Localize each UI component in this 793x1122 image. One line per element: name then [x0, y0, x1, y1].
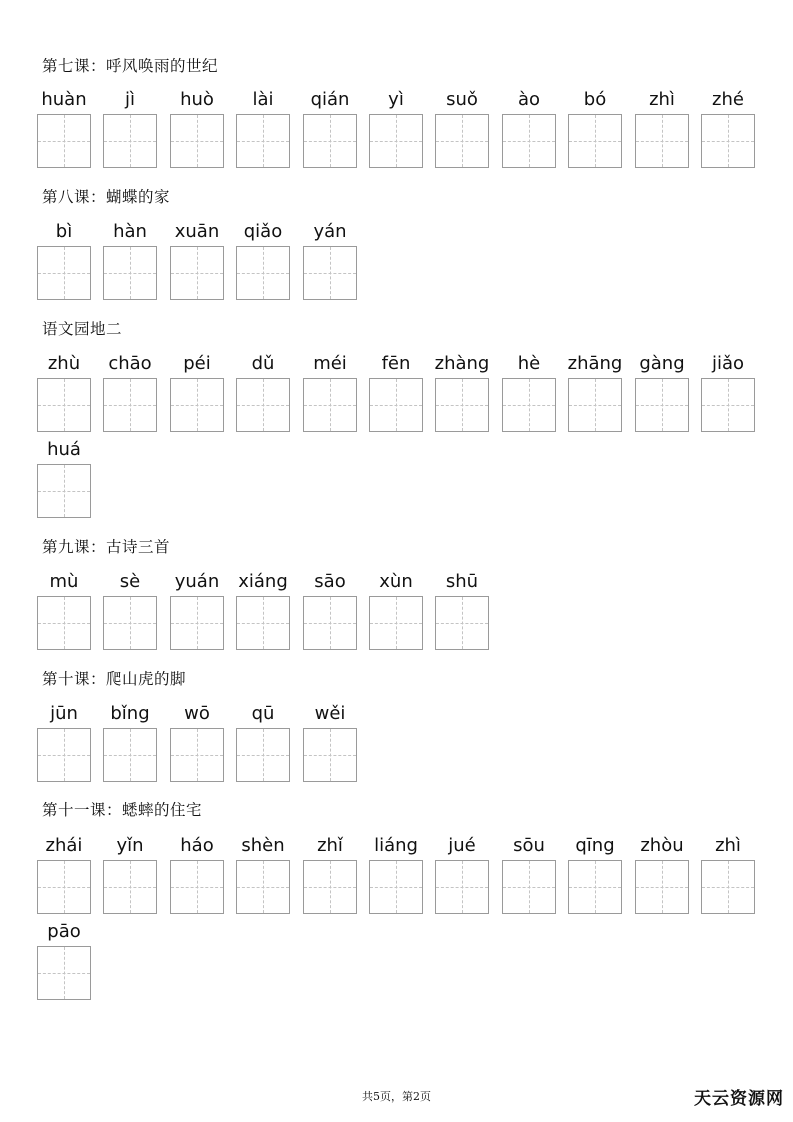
- tianzige-writing-box[interactable]: [435, 114, 489, 168]
- tianzige-writing-box[interactable]: [170, 246, 224, 300]
- pinyin-label: zhé: [712, 89, 744, 110]
- character-cell: [170, 702, 224, 798]
- pinyin-label: xuān: [174, 221, 220, 242]
- tianzige-writing-box[interactable]: [37, 246, 91, 300]
- pinyin-label: jūn: [50, 703, 78, 724]
- tianzige-writing-box[interactable]: [236, 860, 290, 914]
- tianzige-writing-box[interactable]: [303, 378, 357, 432]
- character-cell: [236, 834, 290, 930]
- tianzige-writing-box[interactable]: [303, 728, 357, 782]
- tianzige-writing-box[interactable]: [103, 596, 157, 650]
- pinyin-label: huá: [47, 439, 81, 460]
- writing-row: [37, 88, 767, 184]
- tianzige-writing-box[interactable]: [369, 860, 423, 914]
- pinyin-label: qiǎo: [243, 221, 283, 242]
- pinyin-label: wěi: [314, 703, 346, 724]
- character-cell: [236, 702, 290, 798]
- tianzige-writing-box[interactable]: [568, 378, 622, 432]
- character-cell: [170, 570, 224, 666]
- character-cell: [37, 834, 91, 930]
- tianzige-writing-box[interactable]: [103, 378, 157, 432]
- character-cell: [369, 352, 423, 448]
- tianzige-writing-box[interactable]: [103, 114, 157, 168]
- character-cell: [37, 438, 91, 534]
- page-footer: 共5页，第2页: [362, 1090, 431, 1103]
- character-cell: [37, 352, 91, 448]
- character-cell: [103, 834, 157, 930]
- pinyin-label: jì: [124, 89, 135, 110]
- pinyin-label: bì: [55, 221, 73, 242]
- pinyin-label: zhái: [45, 835, 83, 856]
- tianzige-writing-box[interactable]: [37, 378, 91, 432]
- writing-row: [37, 220, 767, 316]
- tianzige-writing-box[interactable]: [170, 728, 224, 782]
- tianzige-writing-box[interactable]: [369, 378, 423, 432]
- pinyin-label: qīng: [575, 835, 615, 856]
- pinyin-label: hè: [517, 353, 541, 374]
- character-cell: [103, 702, 157, 798]
- character-cell: [502, 834, 556, 930]
- tianzige-writing-box[interactable]: [303, 860, 357, 914]
- tianzige-writing-box[interactable]: [369, 596, 423, 650]
- pinyin-label: zhàng: [434, 353, 490, 374]
- pinyin-label: fēn: [381, 353, 411, 374]
- tianzige-writing-box[interactable]: [701, 860, 755, 914]
- character-cell: [701, 88, 755, 184]
- writing-row: [37, 834, 767, 930]
- character-cell: [303, 88, 357, 184]
- pinyin-label: huò: [180, 89, 214, 110]
- pinyin-label: yǐn: [116, 835, 144, 856]
- tianzige-writing-box[interactable]: [37, 114, 91, 168]
- character-cell: [170, 352, 224, 448]
- tianzige-writing-box[interactable]: [37, 728, 91, 782]
- pinyin-label: zhǐ: [317, 835, 343, 856]
- tianzige-writing-box[interactable]: [37, 946, 91, 1000]
- section-title: 语文园地二: [42, 320, 123, 338]
- pinyin-label: shèn: [241, 835, 285, 856]
- tianzige-writing-box[interactable]: [701, 378, 755, 432]
- tianzige-writing-box[interactable]: [236, 728, 290, 782]
- tianzige-writing-box[interactable]: [37, 596, 91, 650]
- character-cell: [103, 88, 157, 184]
- character-cell: [236, 570, 290, 666]
- tianzige-writing-box[interactable]: [170, 378, 224, 432]
- pinyin-label: gàng: [639, 353, 685, 374]
- character-cell: [635, 834, 689, 930]
- character-cell: [236, 220, 290, 316]
- character-cell: [435, 88, 489, 184]
- tianzige-writing-box[interactable]: [435, 860, 489, 914]
- character-cell: [568, 834, 622, 930]
- tianzige-writing-box[interactable]: [170, 860, 224, 914]
- character-cell: [37, 220, 91, 316]
- character-cell: [37, 88, 91, 184]
- character-cell: [103, 352, 157, 448]
- character-cell: [369, 88, 423, 184]
- tianzige-writing-box[interactable]: [236, 596, 290, 650]
- character-cell: [303, 702, 357, 798]
- character-cell: [236, 352, 290, 448]
- pinyin-label: bó: [583, 89, 607, 110]
- tianzige-writing-box[interactable]: [37, 464, 91, 518]
- tianzige-writing-box[interactable]: [701, 114, 755, 168]
- character-cell: [37, 570, 91, 666]
- pinyin-label: shū: [445, 571, 479, 592]
- writing-row: [37, 352, 767, 448]
- tianzige-writing-box[interactable]: [435, 596, 489, 650]
- character-cell: [369, 570, 423, 666]
- character-cell: [303, 834, 357, 930]
- character-cell: [103, 570, 157, 666]
- character-cell: [435, 352, 489, 448]
- pinyin-label: yuán: [174, 571, 220, 592]
- tianzige-writing-box[interactable]: [37, 860, 91, 914]
- tianzige-writing-box[interactable]: [103, 728, 157, 782]
- pinyin-label: hàn: [113, 221, 147, 242]
- character-cell: [635, 352, 689, 448]
- section-title: 第十课：爬山虎的脚: [42, 670, 187, 688]
- pinyin-label: suǒ: [446, 89, 478, 110]
- tianzige-writing-box[interactable]: [635, 378, 689, 432]
- writing-row: [37, 438, 767, 534]
- character-cell: [303, 570, 357, 666]
- pinyin-label: zhù: [47, 353, 81, 374]
- pinyin-label: pāo: [47, 921, 81, 942]
- character-cell: [502, 88, 556, 184]
- tianzige-writing-box[interactable]: [369, 114, 423, 168]
- character-cell: [568, 88, 622, 184]
- tianzige-writing-box[interactable]: [568, 860, 622, 914]
- writing-row: [37, 702, 767, 798]
- tianzige-writing-box[interactable]: [303, 114, 357, 168]
- section-title: 第七课：呼风唤雨的世纪: [42, 57, 219, 75]
- tianzige-writing-box[interactable]: [236, 114, 290, 168]
- pinyin-label: péi: [183, 353, 211, 374]
- pinyin-label: sāo: [314, 571, 346, 592]
- section-title: 第十一课：蟋蟀的住宅: [42, 801, 203, 819]
- character-cell: [635, 88, 689, 184]
- pinyin-label: xiáng: [238, 571, 288, 592]
- tianzige-writing-box[interactable]: [568, 114, 622, 168]
- pinyin-label: zhì: [649, 89, 675, 110]
- tianzige-writing-box[interactable]: [502, 378, 556, 432]
- character-cell: [170, 220, 224, 316]
- tianzige-writing-box[interactable]: [303, 246, 357, 300]
- character-cell: [303, 352, 357, 448]
- pinyin-label: chāo: [108, 353, 152, 374]
- character-cell: [701, 834, 755, 930]
- pinyin-label: ào: [517, 89, 541, 110]
- tianzige-writing-box[interactable]: [303, 596, 357, 650]
- pinyin-label: yán: [313, 221, 347, 242]
- section-title: 第九课：古诗三首: [42, 538, 171, 556]
- character-cell: [37, 920, 91, 1016]
- character-cell: [435, 834, 489, 930]
- character-cell: [37, 702, 91, 798]
- pinyin-label: lài: [252, 89, 274, 110]
- character-cell: [502, 352, 556, 448]
- writing-row: [37, 570, 767, 666]
- pinyin-label: qián: [310, 89, 350, 110]
- character-cell: [701, 352, 755, 448]
- pinyin-label: méi: [313, 353, 347, 374]
- tianzige-writing-box[interactable]: [635, 860, 689, 914]
- pinyin-label: qū: [251, 703, 275, 724]
- character-cell: [435, 570, 489, 666]
- pinyin-label: dǔ: [251, 353, 275, 374]
- pinyin-label: sōu: [513, 835, 545, 856]
- tianzige-writing-box[interactable]: [103, 860, 157, 914]
- character-cell: [369, 834, 423, 930]
- pinyin-label: mù: [49, 571, 79, 592]
- character-cell: [568, 352, 622, 448]
- pinyin-label: zhāng: [567, 353, 623, 374]
- tianzige-writing-box[interactable]: [103, 246, 157, 300]
- character-cell: [170, 834, 224, 930]
- tianzige-writing-box[interactable]: [502, 114, 556, 168]
- tianzige-writing-box[interactable]: [170, 596, 224, 650]
- tianzige-writing-box[interactable]: [502, 860, 556, 914]
- character-cell: [170, 88, 224, 184]
- site-watermark: 天云资源网: [694, 1089, 784, 1109]
- pinyin-label: jué: [448, 835, 476, 856]
- tianzige-writing-box[interactable]: [236, 246, 290, 300]
- character-cell: [236, 88, 290, 184]
- pinyin-label: zhì: [715, 835, 741, 856]
- tianzige-writing-box[interactable]: [435, 378, 489, 432]
- pinyin-label: háo: [180, 835, 214, 856]
- pinyin-label: yì: [388, 89, 404, 110]
- pinyin-label: huàn: [41, 89, 87, 110]
- pinyin-label: xùn: [379, 571, 413, 592]
- tianzige-writing-box[interactable]: [170, 114, 224, 168]
- section-title: 第八课：蝴蝶的家: [42, 188, 171, 206]
- pinyin-label: wō: [184, 703, 210, 724]
- tianzige-writing-box[interactable]: [635, 114, 689, 168]
- tianzige-writing-box[interactable]: [236, 378, 290, 432]
- pinyin-label: jiǎo: [711, 353, 745, 374]
- character-cell: [303, 220, 357, 316]
- pinyin-label: sè: [119, 571, 141, 592]
- character-cell: [103, 220, 157, 316]
- pinyin-label: bǐng: [110, 703, 150, 724]
- pinyin-label: liáng: [374, 835, 418, 856]
- writing-row: [37, 920, 767, 1016]
- pinyin-label: zhòu: [640, 835, 684, 856]
